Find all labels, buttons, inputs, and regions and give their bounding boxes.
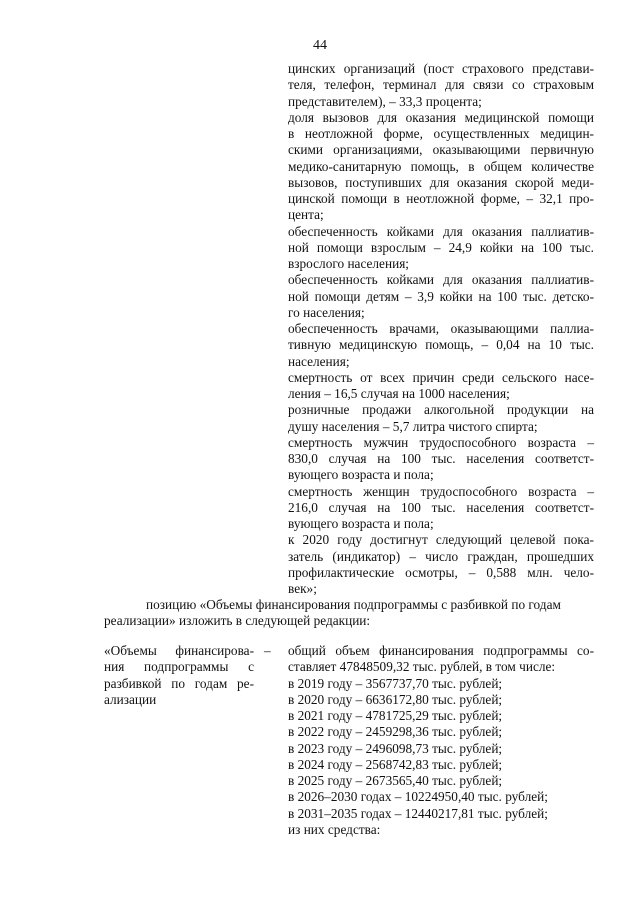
financing-label-line: «Объемы финансирова- bbox=[104, 643, 254, 658]
indicator-line: ной помощи взрослым – 24,9 койки на 100 тыс. bbox=[288, 239, 594, 255]
indicator-line: душу населения – 5,7 литра чистого спирта; bbox=[288, 418, 538, 434]
indicator-line: скими организациями, оказывающими первичную bbox=[288, 142, 594, 158]
indicator-line: цинских организаций (пост страхового представи- bbox=[288, 61, 594, 76]
indicator-line: обеспеченность койками для оказания паллиатив- bbox=[288, 223, 594, 239]
indicator-line: обеспеченность койками для оказания паллиатив- bbox=[288, 272, 594, 288]
financing-value-line: в 2022 году – 2459298,36 тыс. рублей; bbox=[288, 724, 503, 740]
indicator-line: цента; bbox=[288, 207, 324, 223]
indicator-list bbox=[288, 61, 594, 597]
financing-label-line: ализации bbox=[104, 691, 157, 707]
financing-value-line: в 2019 году – 3567737,70 тыс. рублей; bbox=[288, 675, 503, 691]
financing-value-line: из них средства: bbox=[288, 821, 381, 837]
page-number: 44 bbox=[313, 38, 327, 53]
financing-label-line: разбивкой по годам ре- bbox=[104, 675, 254, 691]
financing-table-label bbox=[104, 643, 254, 708]
indicator-line: смертность от всех причин среди сельского насе- bbox=[288, 369, 594, 385]
financing-label-line: ния подпрограммы с bbox=[104, 659, 254, 675]
indicator-line: тивную медицинскую помощь, – 0,04 на 10 тыс. bbox=[288, 337, 594, 353]
indicator-line: профилактические осмотры, – 0,588 млн. чело- bbox=[288, 564, 594, 580]
indicator-line: смертность женщин трудоспособного возраста – bbox=[288, 483, 594, 499]
financing-value-line: в 2020 году – 6636172,80 тыс. рублей; bbox=[288, 691, 503, 707]
indicator-line: розничные продажи алкогольной продукции на bbox=[288, 402, 594, 418]
indicator-line: век»; bbox=[288, 581, 317, 596]
indicator-line: вующего возраста и пола; bbox=[288, 516, 434, 531]
financing-table-value bbox=[288, 643, 594, 838]
indicator-line: доля вызовов для оказания медицинской помощи bbox=[288, 109, 594, 125]
indicator-line: ной помощи детям – 3,9 койки на 100 тыс. детско- bbox=[288, 288, 594, 304]
indicator-line: обеспеченность врачами, оказывающими паллиа- bbox=[288, 321, 594, 336]
indicator-line: теля, телефон, терминал для связи со страховым bbox=[288, 77, 594, 93]
indicator-line: представителем), – 33,3 процента; bbox=[288, 93, 482, 109]
financing-value-line: в 2025 году – 2673565,40 тыс. рублей; bbox=[288, 773, 503, 788]
indicator-line: вызовов, поступивших для оказания скорой меди- bbox=[288, 174, 594, 190]
indicator-line: затель (индикатор) – число граждан, прошедших bbox=[288, 548, 594, 564]
indicator-line: 830,0 случая на 100 тыс. населения соответст- bbox=[288, 451, 594, 466]
amendment-instruction-line: позицию «Объемы финансирования подпрограммы с разбивкой по годам bbox=[146, 597, 561, 612]
amendment-instruction bbox=[104, 597, 594, 630]
indicator-line: цинской помощи в неотложной форме, – 32,1 про- bbox=[288, 191, 594, 206]
amendment-instruction-line: реализации» изложить в следующей редакции: bbox=[104, 613, 371, 629]
financing-value-line: в 2023 году – 2496098,73 тыс. рублей; bbox=[288, 740, 503, 756]
indicator-line: го населения; bbox=[288, 304, 365, 320]
indicator-line: к 2020 году достигнут следующий целевой пока- bbox=[288, 532, 594, 548]
financing-value-line: в 2024 году – 2568742,83 тыс. рублей; bbox=[288, 756, 503, 772]
financing-table-dash: – bbox=[264, 643, 271, 658]
indicator-line: медико-санитарную помощь, в общем количестве bbox=[288, 158, 594, 174]
financing-value-line: ставляет 47848509,32 тыс. рублей, в том числе: bbox=[288, 659, 556, 675]
financing-value-line: в 2021 году – 4781725,29 тыс. рублей; bbox=[288, 708, 503, 723]
indicator-line: ления – 16,5 случая на 1000 населения; bbox=[288, 386, 510, 401]
financing-value-line: общий объем финансирования подпрограммы со- bbox=[288, 643, 594, 658]
indicator-line: населения; bbox=[288, 353, 350, 369]
indicator-line: взрослого населения; bbox=[288, 256, 410, 271]
indicator-line: смертность мужчин трудоспособного возраста – bbox=[288, 434, 594, 450]
financing-value-line: в 2026–2030 годах – 10224950,40 тыс. рублей; bbox=[288, 789, 548, 805]
indicator-line: 216,0 случая на 100 тыс. населения соответст- bbox=[288, 499, 594, 515]
indicator-line: вующего возраста и пола; bbox=[288, 467, 434, 483]
financing-value-line: в 2031–2035 годах – 12440217,81 тыс. рублей; bbox=[288, 805, 548, 821]
indicator-line: в неотложной форме, осуществленных медицин- bbox=[288, 126, 594, 141]
